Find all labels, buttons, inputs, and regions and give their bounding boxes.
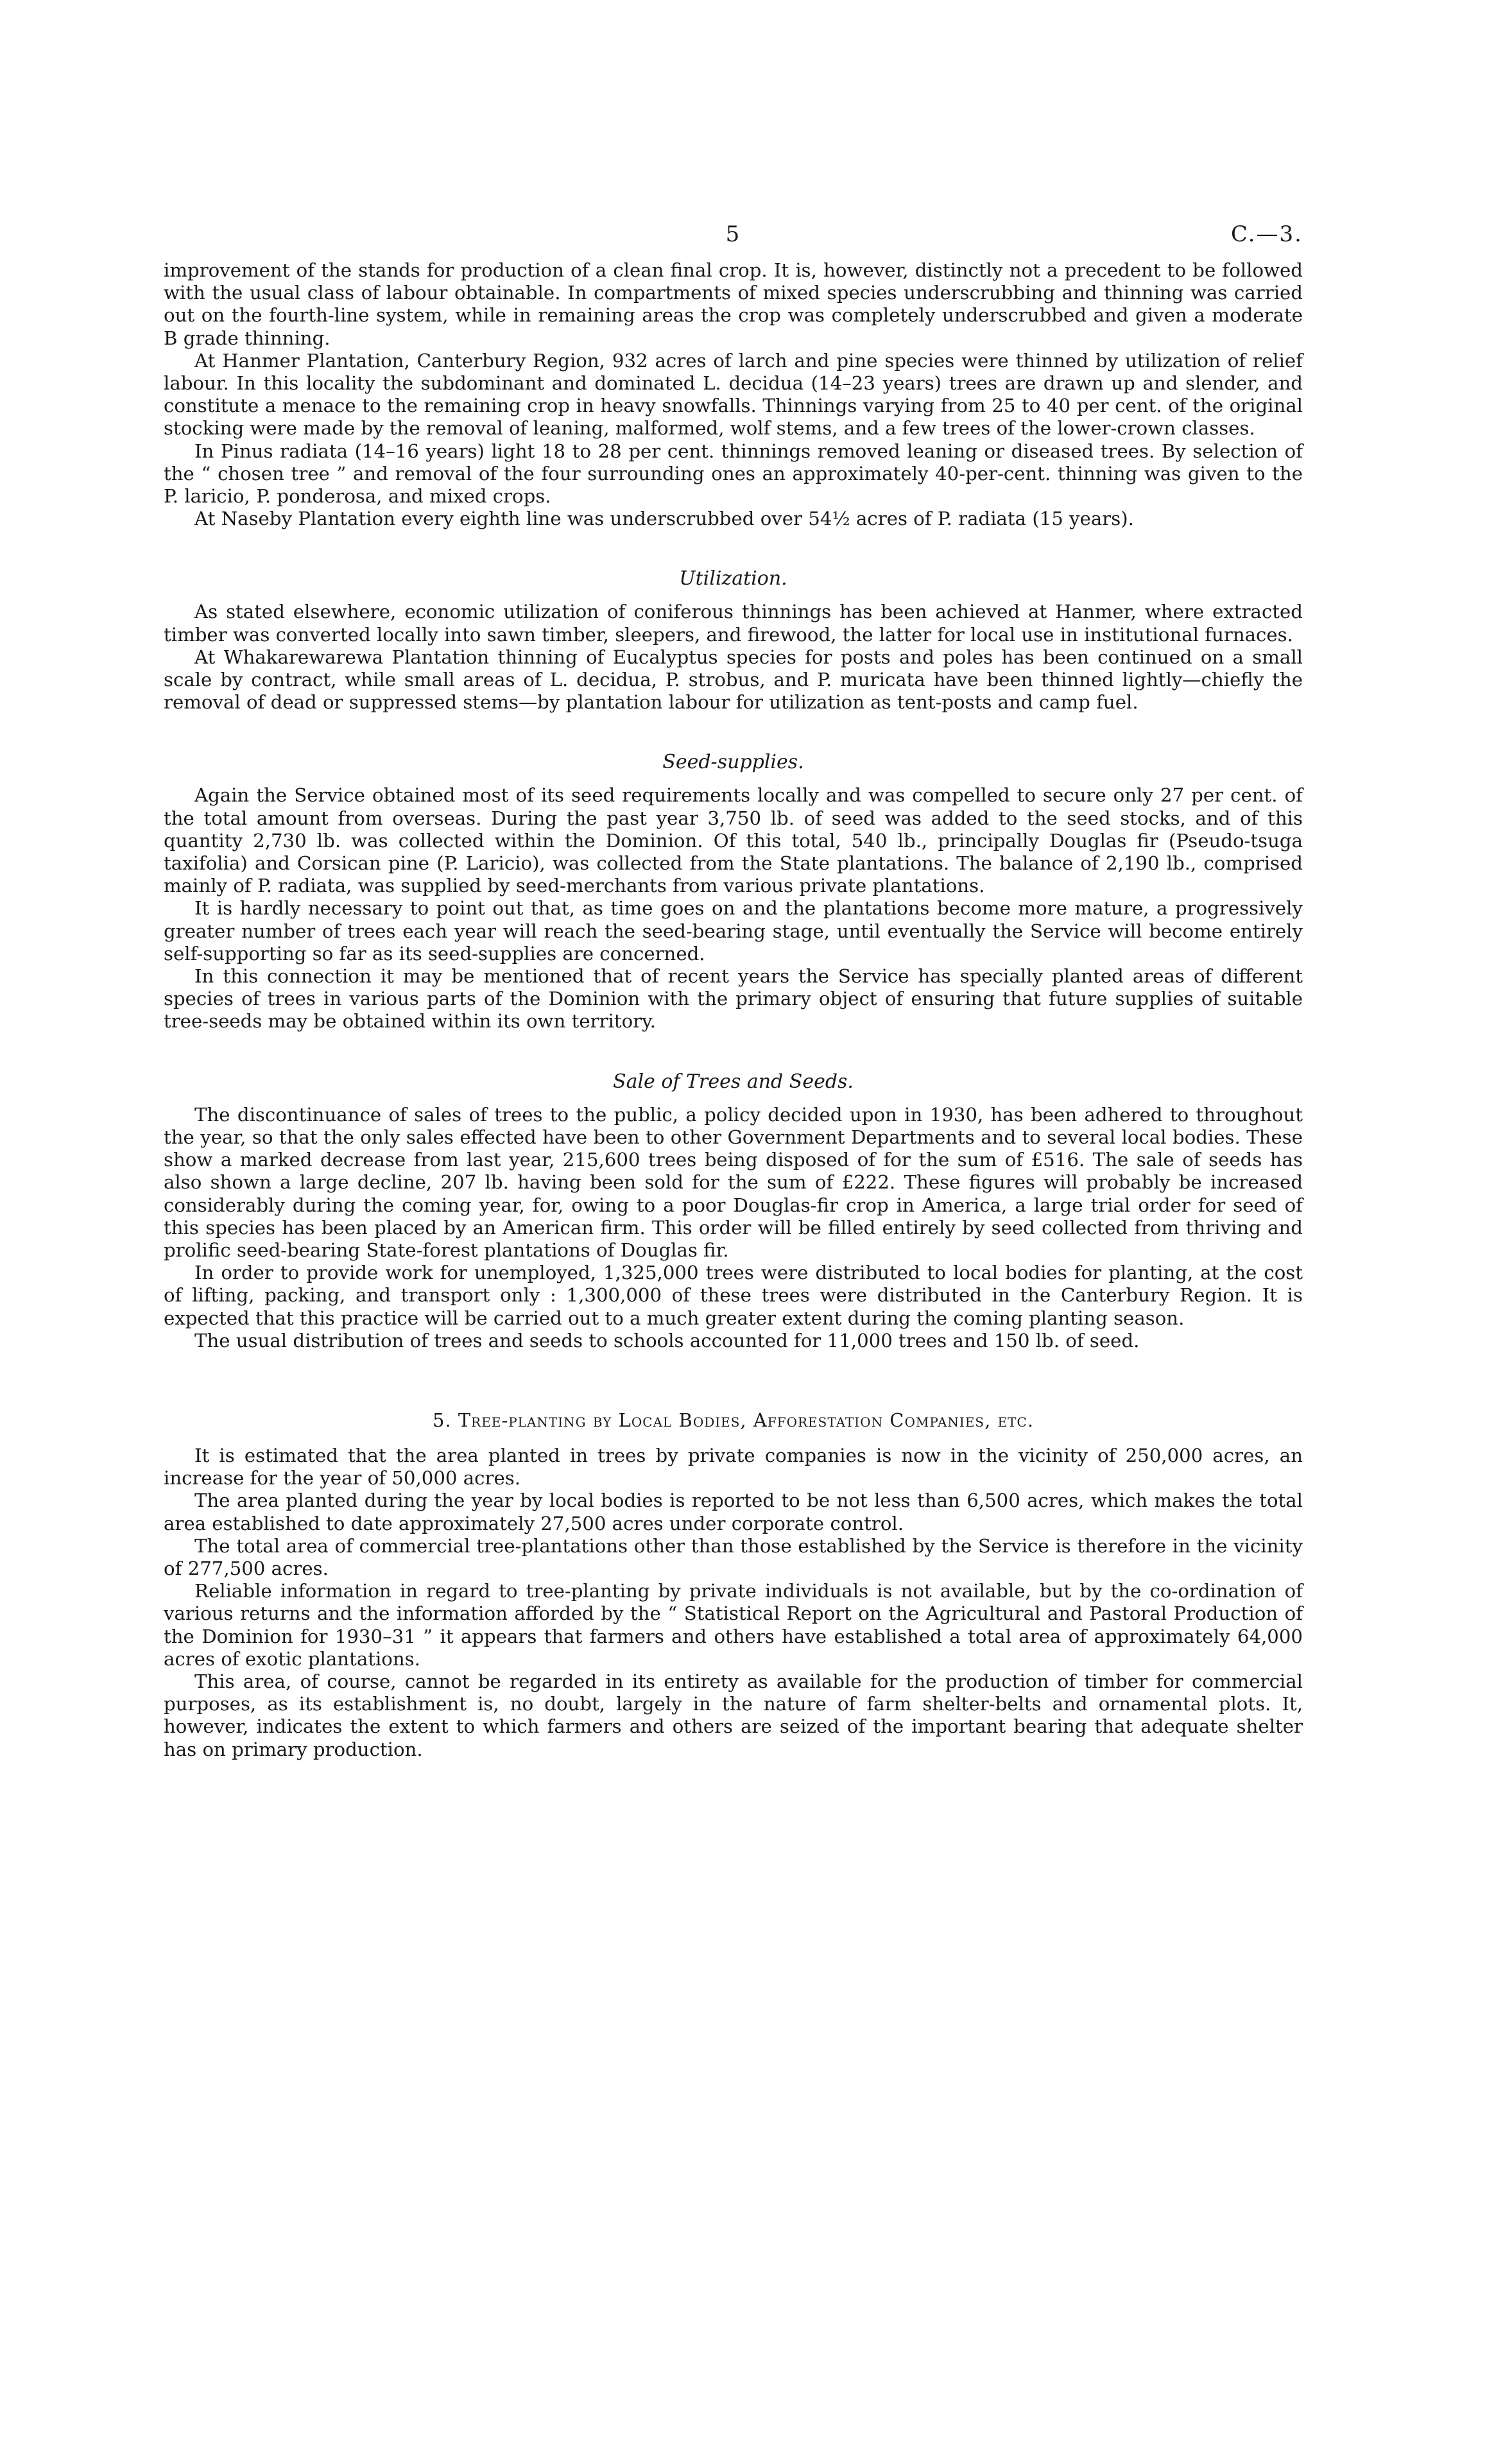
heading-sale-of-trees: Sale of Trees and Seeds. — [613, 1070, 854, 1093]
paragraph-planting-3: The total area of commercial tree-plantations other than those established by the Service is therefore in the vicinity of 277,500 acres. — [164, 1534, 1303, 1579]
paragraph-planting-2: The area planted during the year by local bodies is reported to be not less than 6,500 acres, which makes the total area established to date approximately 27,500 acres under corporate control. — [164, 1489, 1303, 1534]
heading-tree-planting: 5. Tree-planting by Local Bodies, Afforestation Companies, etc. — [432, 1409, 1035, 1431]
paragraph-sale-3: The usual distribution of trees and seeds to schools accounted for 11,000 trees and 150 lb. of seed. — [194, 1329, 1140, 1352]
paragraph-seed-3: In this connection it may be mentioned that of recent years the Service has specially planted areas of different species of trees in various parts of the Dominion with the primary object of ensuring that future supplies of suitable tree-seeds may be obtained within its own territory. — [164, 965, 1303, 1033]
heading-utilization: Utilization. — [679, 567, 787, 590]
page-number: 5 — [725, 221, 741, 247]
continued-paragraph: improvement of the stands for production of a clean final crop. It is, however, distinctly not a precedent to be followed with the usual class of labour obtainable. In compartments of mixed species underscrubbing and thinning was carried out on the fourth-line system, while in remaining areas the crop was completely underscrubbed and given a moderate B grade thinning. — [164, 259, 1303, 349]
paragraph-utilization-2: At Whakarewarewa Plantation thinning of Eucalyptus species for posts and poles has been continued on a small scale by contract, while small areas of L. decidua, P. strobus, and P. muricata have been thinned lightly—chiefly the removal of dead or suppressed stems—by plantation labour for utilization as tent-posts and camp fuel. — [164, 646, 1303, 714]
paragraph-hanmer-thinning: At Hanmer Plantation, Canterbury Region, 932 acres of larch and pine species were thinned by utilization of relief labour. In this locality the subdominant and dominated L. decidua (14–23 years) trees are drawn up and slender, and constitute a menace to the remaining crop in heavy snowfalls. Thinnings varying from 25 to 40 per cent. of the original stocking were made by the removal of leaning, malformed, wolf stems, and a few trees of the lower-crown classes. — [164, 349, 1303, 440]
heading-seed-supplies: Seed-supplies. — [662, 751, 804, 774]
paragraph-planting-1: It is estimated that the area planted in trees by private companies is now in the vicinity of 250,000 acres, an increase for the year of 50,000 acres. — [164, 1444, 1303, 1489]
paragraph-pinus-radiata: In Pinus radiata (14–16 years) light 18 to 28 per cent. thinnings removed leaning or diseased trees. By selection of the “ chosen tree ” and removal of the four surrounding ones an approximately 40-per-cent. thinning was given to the P. laricio, P. ponderosa, and mixed crops. — [164, 440, 1303, 508]
paragraph-utilization-1: As stated elsewhere, economic utilization of coniferous thinnings has been achieved at Hanmer, where extracted timber was converted locally into sawn timber, sleepers, and firewood, the latter for local use in institutional furnaces. — [164, 601, 1303, 646]
paragraph-sale-1: The discontinuance of sales of trees to the public, a policy decided upon in 1930, has been adhered to throughout the year, so that the only sales effected have been to other Government Departments and to several local bodies. These show a marked decrease from last year, 215,600 trees being disposed of for the sum of £516. The sale of seeds has also shown a large decline, 207 lb. having been sold for the sum of £222. These figures will probably be increased considerably during the coming year, for, owing to a poor Douglas-fir crop in America, a large trial order for seed of this species has been placed by an American firm. This order will be filled entirely by seed collected from thriving and prolific seed-bearing State-forest plantations of Douglas fir. — [164, 1103, 1303, 1261]
document-code: C.—3. — [1230, 221, 1303, 247]
paragraph-planting-5: This area, of course, cannot be regarded in its entirety as available for the production of timber for commercial purposes, as its establishment is, no doubt, largely in the nature of farm shelter-belts and ornamental plots. It, however, indicates the extent to which farmers and others are seized of the important bearing that adequate shelter has on primary production. — [164, 1670, 1303, 1760]
paragraph-seed-1: Again the Service obtained most of its seed requirements locally and was compelled to secure only 27 per cent. of the total amount from overseas. During the past year 3,750 lb. of seed was added to the seed stocks, and of this quantity 2,730 lb. was collected within the Dominion. Of this total, 540 lb., principally Douglas fir (Pseudo-tsuga taxifolia) and Corsican pine (P. Laricio), was collected from the State plantations. The balance of 2,190 lb., comprised mainly of P. radiata, was supplied by seed-merchants from various private plantations. — [164, 784, 1303, 897]
paragraph-naseby: At Naseby Plantation every eighth line was underscrubbed over 54½ acres of P. radiata (15 years). — [194, 508, 1134, 530]
document-page — [164, 212, 1303, 1761]
paragraph-sale-2: In order to provide work for unemployed, 1,325,000 trees were distributed to local bodies for planting, at the cost of lifting, packing, and transport only : 1,300,000 of these trees were distributed in the Canterbury Region. It is expected that this practice will be carried out to a much greater extent during the coming planting season. — [164, 1262, 1303, 1329]
paragraph-seed-2: It is hardly necessary to point out that, as time goes on and the plantations become more mature, a progressively greater number of trees each year will reach the seed-bearing stage, until eventually the Service will become entirely self-supporting so far as its seed-supplies are concerned. — [164, 897, 1303, 965]
page-header — [164, 212, 1303, 250]
paragraph-planting-4: Reliable information in regard to tree-planting by private individuals is not available, but by the co-ordination of various returns and the information afforded by the “ Statistical Report on the Agricultural and Pastoral Production of the Dominion for 1930–31 ” it appears that farmers and others have established a total area of approximately 64,000 acres of exotic plantations. — [164, 1580, 1303, 1670]
